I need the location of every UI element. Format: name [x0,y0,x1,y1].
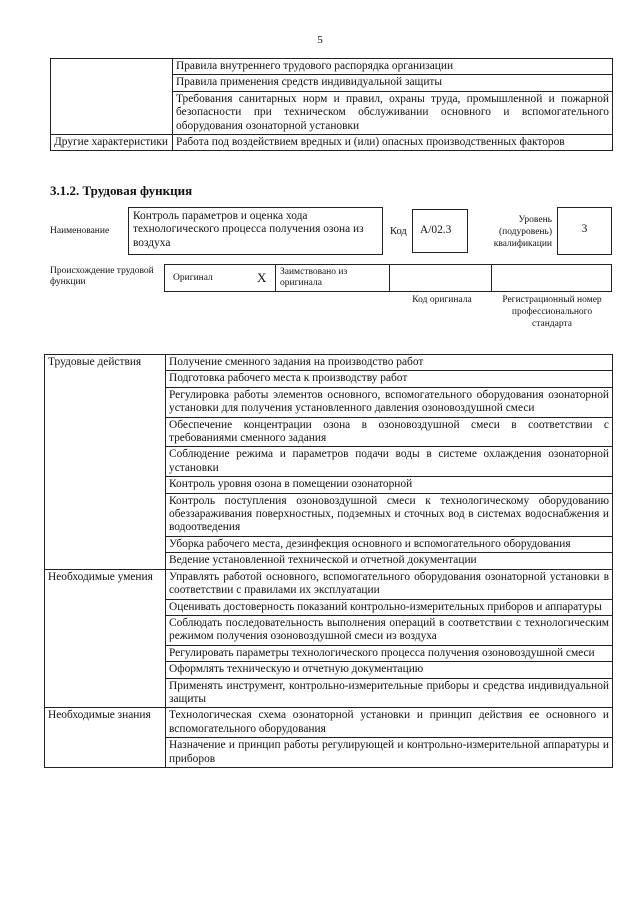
row-text: Правила применения средств индивидуальной защиты [173,75,613,91]
list-item: Регулировать параметры технологического процесса получения озоновоздушной смеси [166,645,613,661]
list-item: Технологическая схема озонаторной установки и принцип действия ее основного и вспомогательного оборудования [166,708,613,738]
list-item: Оценивать достоверность показаний контрольно-измерительных приборов и аппаратуры [166,599,613,615]
table-row [51,135,613,151]
list-item: Назначение и принцип работы регулирующей и контрольно-измерительной аппаратуры и приборов [166,738,613,768]
section-title: 3.1.2. Трудовая функция [50,183,193,198]
list-item: Регулировка работы элементов основного, вспомогательного оборудования озонаторной установки для получения установленного давления озоновоздушной смеси [166,387,613,417]
name-label: Наименование [50,226,110,236]
code-original-cell [389,264,492,292]
main-table [44,354,613,768]
level-value: 3 [557,207,612,255]
list-item: Подготовка рабочего места к производству работ [166,371,613,387]
code-label: Код [390,226,407,237]
original-label: Оригинал [173,273,213,283]
reg-caption: Регистрационный номер профессионального стандарта [502,295,602,329]
list-item: Соблюдать последовательность выполнения операций в соответствии с технологическим режимом получения озоновоздушной смеси из воздуха [166,615,613,645]
row-label [51,59,173,135]
group-label-actions: Трудовые действия [45,355,166,570]
code-caption: Код оригинала [412,295,472,305]
list-item: Применять инструмент, контрольно-измерительные приборы и средства индивидуальной защиты [166,678,613,708]
code-value: А/02.3 [412,209,468,253]
table-row [51,59,613,75]
list-item: Получение сменного задания на производство работ [166,355,613,371]
reg-number-cell [491,264,612,292]
borrowed-label: Заимствовано из оригинала [275,264,390,292]
row-text: Требования санитарных норм и правил, охраны труда, промышленной и пожарной безопасности при техническом обслуживании основного и вспомогательного оборудования озонаторной установки [173,91,613,134]
name-value: Контроль параметров и оценка хода технологического процесса получения озона из воздуха [128,207,383,255]
list-item: Контроль поступления озоновоздушной смеси к технологическому оборудованию обеззараживания поверхностных, подземных и сточных вод в системах водоснабжения и водоотведения [166,493,613,536]
list-item: Контроль уровня озона в помещении озонаторной [166,477,613,493]
table-row [45,708,613,738]
list-item: Соблюдение режима и параметров подачи воды в системе охлаждения озонаторной установки [166,447,613,477]
table-row [45,569,613,599]
original-cell [164,264,276,292]
level-label: Уровень (подуровень) квалификации [493,215,552,249]
original-mark: X [257,270,267,285]
group-label-skills: Необходимые умения [45,569,166,708]
list-item: Оформлять техническую и отчетную документацию [166,662,613,678]
table-row [45,355,613,371]
row-label: Другие характеристики [51,135,173,151]
group-label-knowledge: Необходимые знания [45,708,166,768]
list-item: Уборка рабочего места, дезинфекция основного и вспомогательного оборудования [166,536,613,552]
list-item: Управлять работой основного, вспомогательного оборудования озонаторной установки в соответствии с правилами их эксплуатации [166,569,613,599]
top-table [50,58,613,151]
row-text: Работа под воздействием вредных и (или) опасных производственных факторов [173,135,613,151]
list-item: Ведение установленной технической и отчетной документации [166,553,613,569]
origin-label: Происхождение трудовой функции [50,266,154,287]
list-item: Обеспечение концентрации озона в озоновоздушной смеси в соответствии с требованиями сменного задания [166,417,613,447]
row-text: Правила внутреннего трудового распорядка организации [173,59,613,75]
page-number: 5 [317,34,323,46]
